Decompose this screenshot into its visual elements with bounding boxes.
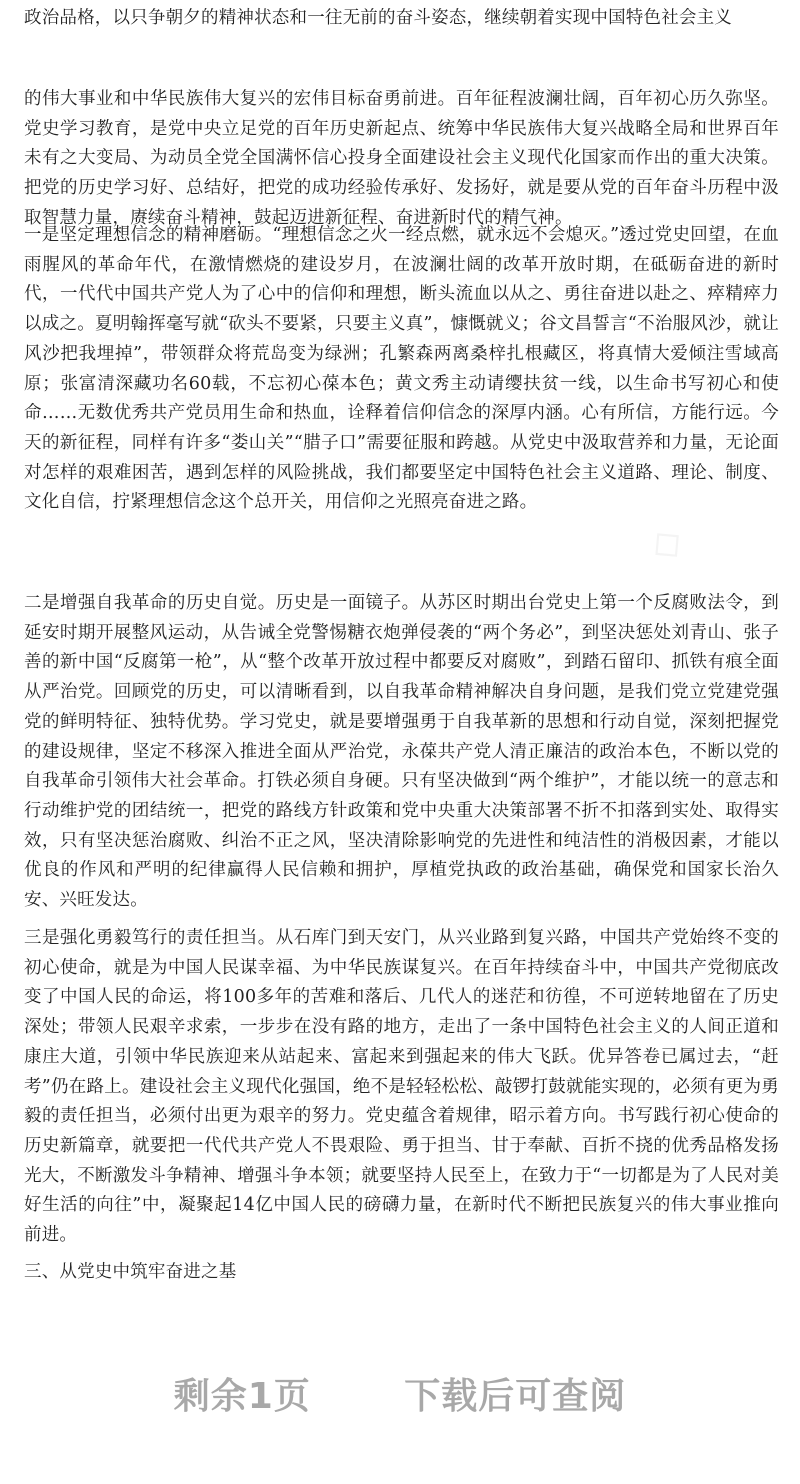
paragraph-point-three: 三是强化勇毅笃行的责任担当。从石库门到天安门，从兴业路到复兴路，中国共产党始终不变的初心使命，就是为中国人民谋幸福、为中华民族谋复兴。在百年持续奋斗中，中国共产党彻底改变了中国人民的命运，将100多年的苦难和落后、几代人的迷茫和彷徨，不可逆转地留在了历史深处；带领人民艰辛求索，一步步在没有路的地方，走出了一条中国特色社会主义的人间正道和康庄大道，引领中华民族迎来从站起来、富起来到强起来的伟大飞跃。优异答卷已属过去，“赶考”仍在路上。建设社会主义现代化强国，绝不是轻轻松松、敲锣打鼓就能实现的，必须有更为勇毅的责任担当，必须付出更为艰辛的努力。党史蕴含着规律，昭示着方向。书写践行初心使命的历史新篇章，就要把一代代共产党人不畏艰险、勇于担当、甘于奉献、百折不挠的优秀品格发扬光大，不断激发斗争精神、增强斗争本领；就要坚持人民至上，在致力于“一切都是为了人民对美好生活的向往”中，凝聚起14亿中国人民的磅礴力量，在新时代不断把民族复兴的伟大事业推向前进。 xyxy=(24,928,779,1246)
paragraph-point-one: 一是坚定理想信念的精神磨砺。“理想信念之火一经点燃，就永远不会熄灭。”透过党史回望，在血雨腥风的革命年代，在激情燃烧的建设岁月，在波澜壮阔的改革开放时期，在砥砺奋进的新时代，一代代中国共产党人为了心中的信仰和理想，断头流血以从之、勇往奋进以赴之、瘁精瘁力以成之。夏明翰挥毫写就“砍头不要紧，只要主义真”，慷慨就义；谷文昌誓言“不治服风沙，就让风沙把我埋掉”，带领群众将荒岛变为绿洲；孔繁森两离桑梓扎根藏区，将真情大爱倾注雪域高原；张富清深藏功名60载，不忘初心葆本色；黄文秀主动请缨扶贫一线，以生命书写初心和使命……无数优秀共产党员用生命和热血，诠释着信仰信念的深厚内涵。心有所信，方能行远。今天的新征程，同样有许多“娄山关”“腊子口”需要征服和跨越。从党史中汲取营养和力量，无论面对怎样的艰难困苦，遇到怎样的风险挑战，我们都要坚定中国特色社会主义道路、理论、制度、文化自信，拧紧理想信念这个总开关，用信仰之光照亮奋进之路。 xyxy=(24,225,779,513)
section-heading: 三、从党史中筑牢奋进之基 xyxy=(24,1262,237,1282)
paragraph-first-line: 政治品格，以只争朝夕的精神状态和一往无前的奋斗姿态，继续朝着实现中国特色社会主义 xyxy=(24,8,732,28)
download-hint-label: 下载后可查阅 xyxy=(404,1376,627,1417)
paragraph-continuation: 的伟大事业和中华民族伟大复兴的宏伟目标奋勇前进。百年征程波澜壮阔，百年初心历久弥坚。党史学习教育，是党中央立足党的百年历史新起点、统筹中华民族伟大复兴战略全局和世界百年未有之大变局、为动员全党全国满怀信心投身全面建设社会主义现代化国家而作出的重大决策。把党的历史学习好、总结好，把党的成功经验传承好、发扬好，就是要从党的百年奋斗历程中汲取智慧力量，赓续奋斗精神，鼓起迈进新征程、奋进新时代的精气神。 xyxy=(24,89,779,228)
download-footer[interactable] xyxy=(0,1368,800,1419)
paragraph-point-two: 二是增强自我革命的历史自觉。历史是一面镜子。从苏区时期出台党史上第一个反腐败法令，到延安时期开展整风运动，从告诫全党警惕糖衣炮弹侵袭的“两个务必”，到坚决惩处刘青山、张子善的新中国“反腐第一枪”，从“整个改革开放过程中都要反对腐败”，到踏石留印、抓铁有痕全面从严治党。回顾党的历史，可以清晰看到，以自我革命精神解决自身问题，是我们党立党建党强党的鲜明特征、独特优势。学习党史，就是要增强勇于自我革新的思想和行动自觉，深刻把握党的建设规律，坚定不移深入推进全面从严治党，永葆共产党人清正廉洁的政治本色，不断以党的自我革命引领伟大社会革命。打铁必须自身硬。只有坚决做到“两个维护”，才能以统一的意志和行动维护党的团结统一，把党的路线方针政策和党中央重大决策部署不折不扣落到实处、取得实效，只有坚决惩治腐败、纠治不正之风，坚决清除影响党的先进性和纯洁性的消极因素，才能以优良的作风和严明的纪律赢得人民信赖和拥护，厚植党执政的政治基础，确保党和国家长治久安、兴旺发达。 xyxy=(24,593,779,911)
remaining-pages-label: 剩余1页 xyxy=(173,1376,311,1417)
watermark-logo: ◇ xyxy=(638,515,692,571)
